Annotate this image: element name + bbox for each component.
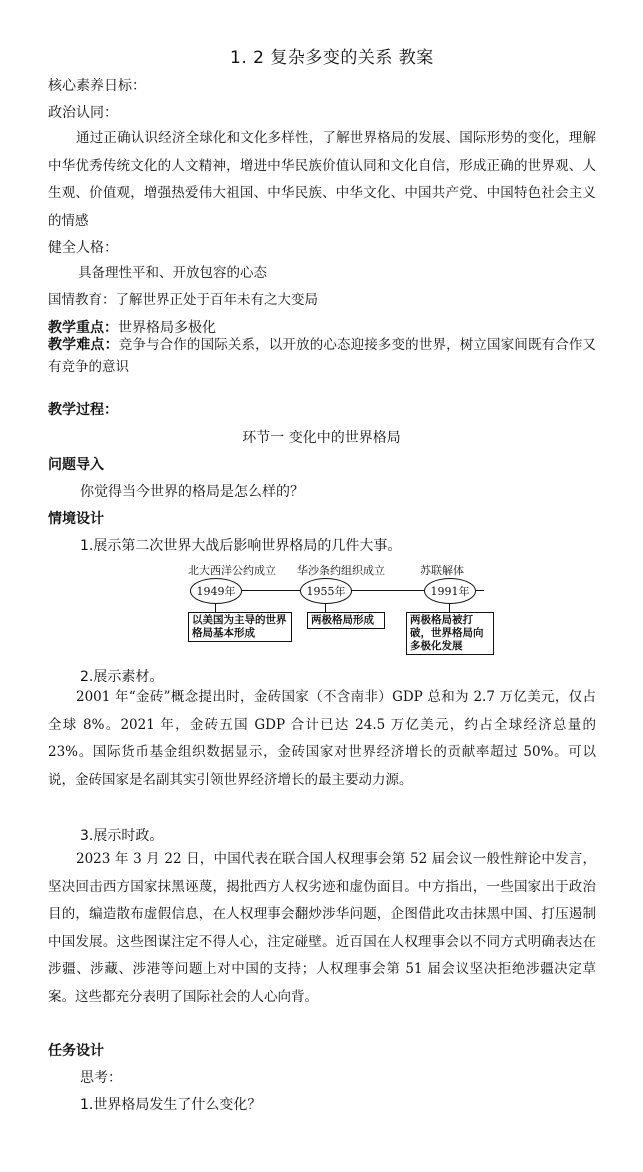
event-2-result: 两极格局形成 xyxy=(307,612,385,629)
difficult-point-label: 教学难点： xyxy=(48,337,119,353)
healthy-personality-label: 健全人格： xyxy=(48,240,118,256)
key-point-label: 教学重点： xyxy=(48,320,118,336)
section-title: 环节一 变化中的世界格局 xyxy=(242,430,401,446)
process-label: 教学过程： xyxy=(48,402,118,418)
intro-question: 你觉得当今世界的格局是怎么样的？ xyxy=(80,484,304,500)
core-literacy-label: 核心素养日标： xyxy=(48,78,146,94)
task-think: 思考： xyxy=(80,1070,122,1086)
event-3-result: 两极格局被打破，世界格局向多极化发展 xyxy=(406,612,494,655)
timeline-diagram xyxy=(188,562,500,658)
scenario-item-2-text: 2001 年“金砖”概念提出时，金砖国家（不含南非）GDP 总和为 2.7 万亿美元，仅占全球 8%。2021 年，金砖五国 GDP 合计已达 24.5 万亿美元，约占全球经济总量的 23%。国际货币基金组织数据显示，金砖国家对世界经济增长的贡献率超过 50%。可以说，金砖国家是名副其实引领世界经济增长的最主要动力源。 xyxy=(48,689,596,788)
healthy-personality-text: 具备理性平和、开放包容的心态 xyxy=(78,265,267,281)
scenario-item-2: 2.展示素材。 xyxy=(80,669,164,685)
difficult-point-row xyxy=(48,334,596,378)
key-point-text: 世界格局多极化 xyxy=(118,320,216,336)
event-2-name: 华沙条约组织成立 xyxy=(297,564,385,577)
scenario-item-3-text: 2023 年 3 月 22 日，中国代表在联合国人权理事会第 52 届会议一般性辩论中发言，坚决回击西方国家抹黑诬蔑，揭批西方人权劣迹和虚伪面目。中方指出，一些国家出于政治目的，编造散布虚假信息，在人权理事会翻炒涉华问题，企图借此攻击抹黑中国、打压遏制中国发展。这些图谋注定不得人心，注定碰壁。近百国在人权理事会以不同方式明确表达在涉疆、涉藏、涉港等问题上对中国的支持；人权理事会第 51 届会议坚决拒绝涉疆决定草案。这些都充分表明了国际社会的人心向背。 xyxy=(48,851,596,1005)
scenario-label: 情境设计 xyxy=(48,511,104,527)
event-3-name: 苏联解体 xyxy=(420,564,464,577)
difficult-point-text: 竞争与合作的国际关系，以开放的心态迎接多变的世界，树立国家间既有合作又有竞争的意识 xyxy=(48,337,597,375)
scenario-item-1: 1.展示第二次世界大战后影响世界格局的几件大事。 xyxy=(80,538,402,554)
event-3-year: 1991年 xyxy=(424,578,476,604)
political-identity-label: 政治认同： xyxy=(48,105,118,121)
political-identity-text: 通过正确认识经济全球化和文化多样性，了解世界格局的发展、国际形势的变化，理解中华优秀传统文化的人文精神，增进中华民族价值认同和文化自信，形成正确的世界观、人生观、价值观，增强热爱伟大祖国、中华民族、中华文化、中国共产党、中国特色社会主义的情感 xyxy=(48,130,596,229)
task-question-1: 1.世界格局发生了什么变化？ xyxy=(80,1097,262,1113)
event-1-year: 1949年 xyxy=(190,578,242,604)
event-1-result: 以美国为主导的世界格局基本形成 xyxy=(188,612,292,642)
event-2-year: 1955年 xyxy=(300,578,352,604)
task-label: 任务设计 xyxy=(48,1043,104,1059)
scenario-item-3: 3.展示时政。 xyxy=(80,828,164,844)
page-title: 1. 2 复杂多变的关系 教案 xyxy=(230,48,434,68)
intro-label: 问题导入 xyxy=(48,457,104,473)
national-education-text: 国情教育：了解世界正处于百年未有之大变局 xyxy=(48,292,318,308)
event-1-name: 北大西洋公约成立 xyxy=(188,564,276,577)
